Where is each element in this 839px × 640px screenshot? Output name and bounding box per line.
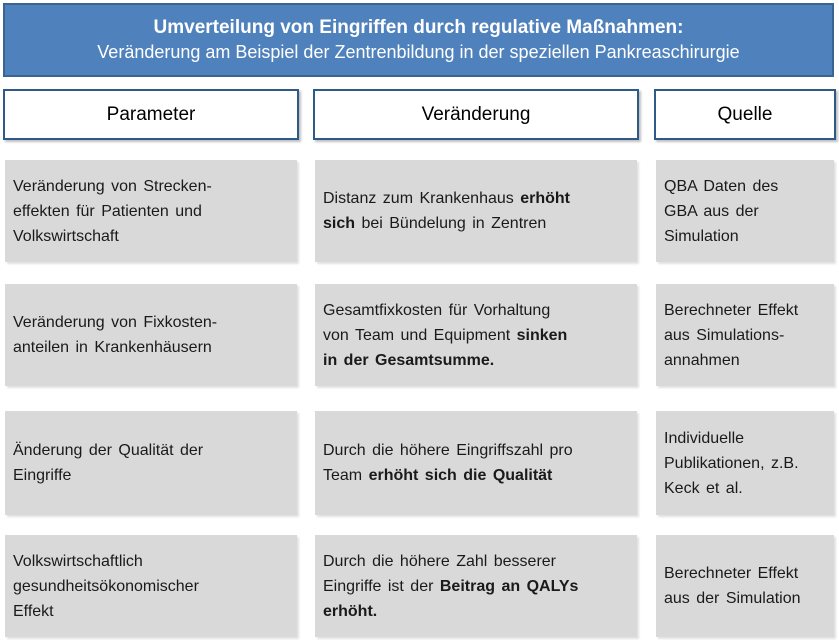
row2-parameter-cell: [5, 284, 297, 386]
row2-bold-text: in der Gesamtsumme.: [323, 351, 495, 369]
row1-text: Distanz zum Krankenhaus: [323, 190, 521, 207]
row1-parameter-line: Veränderung von Strecken-: [13, 177, 212, 195]
row4-bold-text: erhöht.: [323, 602, 378, 620]
row2-veraenderung-line: Gesamtfixkosten für Vorhaltung: [323, 301, 551, 319]
row1-text: bei Bündelung in Zentren: [355, 215, 547, 232]
row2-quelle-cell: [656, 284, 834, 386]
row4-veraenderung-line: Durch die höhere Zahl besserer: [323, 552, 557, 570]
row4-text: Eingriffe ist der: [323, 577, 440, 595]
row3-veraenderung-line: Durch die höhere Eingriffszahl pro: [323, 442, 573, 459]
row3-quelle-cell: [656, 411, 834, 515]
row1-quelle-line: GBA aus der: [664, 202, 759, 220]
row2-quelle-line: annahmen: [664, 351, 740, 369]
row4-quelle-line: Berechneter Effekt: [664, 565, 799, 582]
row1-parameter-cell: [5, 160, 297, 262]
row2-quelle-line: Berechneter Effekt: [664, 301, 799, 319]
title-line-1: Umverteilung von Eingriffen durch regulative Maßnahmen:: [153, 17, 684, 38]
row3-parameter-line: Eingriffe: [13, 467, 72, 484]
row2-parameter-line: Veränderung von Fixkosten-: [13, 314, 218, 331]
row2-veraenderung-cell: [315, 284, 637, 386]
diagram-title: [3, 3, 834, 77]
row2-veraenderung-line: [323, 348, 629, 373]
row2-veraenderung-line: [323, 323, 629, 348]
row1-bold-text: sich: [323, 215, 356, 232]
row4-veraenderung-cell: [315, 535, 637, 637]
row1-veraenderung-line: [323, 211, 629, 236]
row4-parameter-line: Volkswirtschaftlich: [13, 552, 143, 570]
row1-quelle-cell: [656, 160, 834, 262]
row1-quelle-line: QBA Daten des: [664, 177, 779, 195]
row4-parameter-line: gesundheitsökonomischer: [13, 577, 199, 595]
row2-parameter-line: anteilen in Krankenhäusern: [13, 339, 212, 356]
row4-veraenderung-line: [323, 599, 629, 624]
header-veraenderung: Veränderung: [313, 89, 639, 140]
row4-bold-text: Beitrag an QALYs: [439, 577, 579, 595]
row3-quelle-line: Individuelle: [664, 429, 745, 447]
row4-veraenderung-line: [323, 574, 629, 599]
row1-bold-text: erhöht: [520, 190, 570, 207]
row1-veraenderung-line: [323, 186, 629, 211]
row3-bold-text: erhöht sich die Qualität: [368, 467, 553, 484]
row3-quelle-line: Keck et al.: [664, 479, 743, 497]
row3-parameter-line: Änderung der Qualität der: [13, 442, 204, 459]
title-line-2: Veränderung am Beispiel der Zentrenbildung in der speziellen Pankreaschirurgie: [97, 42, 740, 62]
row3-quelle-line: Publikationen, z.B.: [664, 454, 799, 472]
row2-quelle-line: aus Simulations-: [664, 326, 785, 344]
row4-quelle-line: aus der Simulation: [664, 590, 801, 607]
row3-veraenderung-cell: [315, 411, 637, 515]
row1-parameter-line: effekten für Patienten und: [13, 202, 202, 220]
row1-parameter-line: Volkswirtschaft: [13, 227, 119, 245]
row3-text: Team: [323, 467, 369, 484]
row2-text: von Team und Equipment: [323, 326, 517, 344]
row4-parameter-cell: [5, 535, 297, 637]
row4-parameter-line: Effekt: [13, 602, 54, 620]
row1-veraenderung-cell: [315, 160, 637, 262]
header-quelle: Quelle: [654, 89, 836, 140]
row4-quelle-cell: [656, 535, 834, 637]
row2-bold-text: sinken: [516, 326, 568, 344]
row3-veraenderung-line: [323, 463, 629, 488]
row3-parameter-cell: [5, 411, 297, 515]
row1-quelle-line: Simulation: [664, 227, 739, 245]
header-parameter: Parameter: [3, 89, 299, 140]
